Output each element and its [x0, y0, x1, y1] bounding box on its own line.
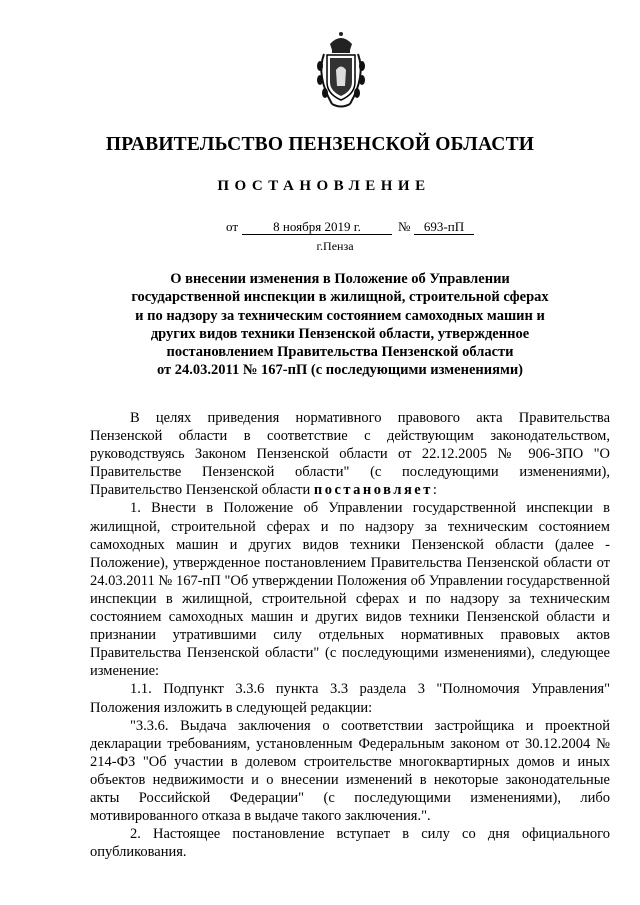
date-prefix: от: [226, 219, 239, 234]
resolves-word: постановляет: [313, 482, 433, 499]
document-number: 693-пП: [414, 219, 474, 235]
title-line: государственной инспекции в жилищной, строительной сферах: [131, 289, 549, 306]
document-body: [90, 409, 610, 861]
item-2: 2. Настоящее постановление вступает в силу со дня официального опубликования.: [90, 826, 610, 861]
document-title: [110, 270, 570, 380]
document-city: г.Пенза: [316, 239, 354, 253]
item-1-1: 1.1. Подпункт 3.3.6 пункта 3.3 раздела 3 "Полномочия Управления" Положения изложить в следующей редакции:: [90, 681, 610, 716]
organization-title: ПРАВИТЕЛЬСТВО ПЕНЗЕНСКОЙ ОБЛАСТИ: [105, 134, 535, 155]
quoted-text: "3.3.6. Выдача заключения о соответствии застройщика и проектной декларации требованиям, установленным Федеральным законом от 30.12.2004 № 214-ФЗ "Об участии в долевом строительстве многоквартирных домов и иных объектов недвижимости и о внесении изменений в некоторые законодательные акты Российской Федерации" (с последующими изменениями), либо мотивированного отказа в выдаче такого заключения.".: [90, 717, 610, 825]
item-1: 1. Внести в Положение об Управлении государственной инспекции в жилищной, строительной сферах и по надзору за техническим состоянием самоходных машин и других видов техники Пензенской области (далее - Положение), утвержденное постановлением Правительства Пензенской области от 24.03.2011 № 167-пП "Об утверждении Положения об Управлении государственной инспекции в жилищной, строительной сферах и по надзору за техническим состоянием самоходных машин и других видов техники Пензенской области и признании утратившими силу отдельных нормативных правовых актов Правительства Пензенской области" (с последующими изменениями), следующее изменение:: [90, 500, 610, 680]
coat-of-arms-icon: [310, 30, 372, 110]
title-line: и по надзору за техническим состоянием самоходных машин и: [135, 307, 545, 324]
title-line: постановлением Правительства Пензенской области: [166, 344, 514, 361]
document-type: ПОСТАНОВЛЕНИЕ: [217, 178, 431, 194]
preamble-paragraph: [90, 409, 610, 499]
resolves-colon: :: [432, 482, 437, 499]
title-line: других видов техники Пензенской области, утвержденное: [150, 325, 530, 342]
number-prefix: №: [398, 219, 411, 234]
title-line: О внесении изменения в Положение об Управлении: [170, 271, 510, 287]
preamble-text: В целях приведения нормативного правового акта Правительства Пензенской области в соответствие с действующим законодательством, руководствуясь Законом Пензенской области от 22.12.2005 № 906-ЗПО "О Правительстве Пензенской области" (с последующими изменениями), Правительство Пензенской области: [90, 410, 610, 499]
title-line: от 24.03.2011 № 167-пП (с последующими изменениями): [156, 362, 524, 379]
document-date: 8 ноября 2019 г.: [242, 219, 392, 235]
